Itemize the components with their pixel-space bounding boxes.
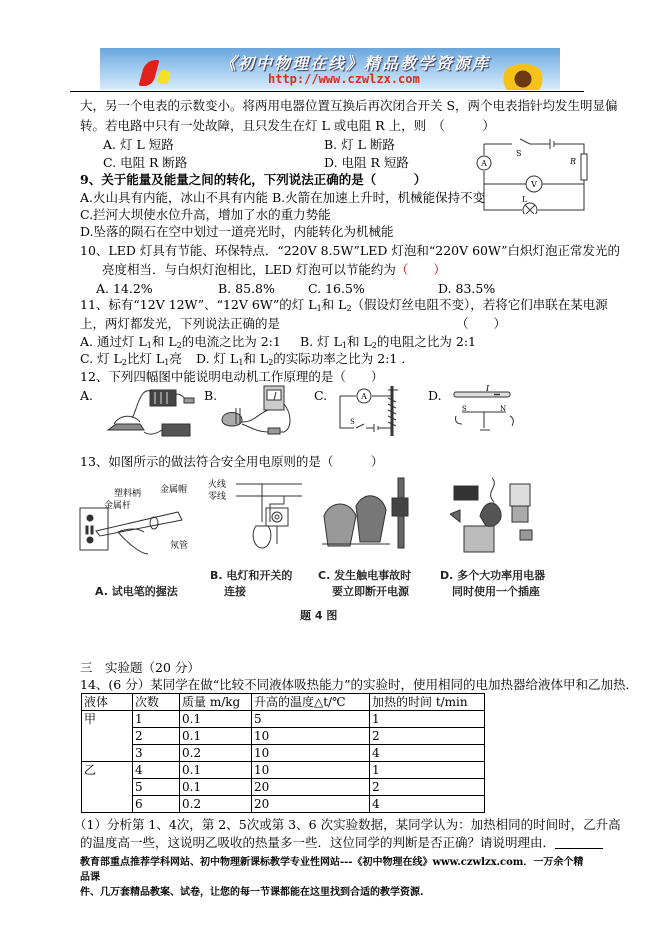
q11-line1-part1: 11、标有“12V 12W”、“12V 6W”的灯 L (80, 297, 317, 312)
fig-c-ammeter-label: A (361, 392, 367, 401)
table-cell: 10 (252, 745, 370, 762)
text: 亮 (169, 351, 182, 366)
table-row (82, 796, 485, 813)
table-cell: 4 (133, 762, 180, 779)
table-cell: 1 (370, 711, 485, 728)
table-cell: 0.1 (180, 728, 252, 745)
subscript: 1 (316, 304, 322, 313)
subscript: 2 (346, 304, 352, 313)
q11-line2: 上，两灯都发光，下列说法正确的是 (80, 316, 281, 331)
q13-caption-b-line1: B. 电灯和开关的 (210, 569, 293, 582)
resistor-label: R (570, 157, 577, 166)
q13-figure-caption: 题 4 图 (300, 609, 338, 622)
ammeter-label: A (481, 159, 487, 168)
text: 和 L (151, 334, 177, 349)
q13-caption-a: A. 试电笔的握法 (95, 585, 178, 598)
logo-accent-icon (155, 70, 172, 84)
q13-figure-c (320, 476, 420, 556)
subscript: 1 (146, 341, 152, 350)
logo-icon (139, 60, 160, 86)
text: 的实际功率之比为 2:1 ． (273, 351, 414, 366)
table-cell: 0.1 (180, 779, 252, 796)
q9-stem: 9、关于能量及能量之间的转化，下列说法正确的是（ ） (80, 172, 427, 187)
table-cell: 2 (133, 728, 180, 745)
table-row (82, 711, 485, 728)
text: 比灯 L (126, 351, 165, 366)
q14-part1-line1: （1）分析第 1、4次，第 2、5次或第 3、6 次实验数据，某同学认为：加热相同的时间时，乙升高 (74, 817, 621, 832)
q13-caption-d-line2: 同时使用一个插座 (452, 585, 540, 598)
table-cell: 3 (133, 745, 180, 762)
q13-caption-b-line2: 连接 (224, 585, 246, 598)
header-rule (70, 91, 584, 92)
footer-line1: 教育部重点推荐学科网站、初中物理新课标教学专业性网站---《初中物理在线》www.czwlzx.com．一万余个精品课 (80, 857, 584, 883)
text: B. 灯 L (300, 334, 342, 349)
fig-d-north-label: N (500, 405, 507, 413)
lamp-label: L (522, 195, 528, 204)
header-cell: 次数 (133, 694, 180, 711)
q9-option-ab: A.火山具有内能，冰山不具有内能 B.火箭在加速上升时，机械能保持不变 (80, 190, 486, 205)
label-live-wire: 火线 (208, 480, 227, 490)
q12-figure-b (218, 384, 298, 440)
q9-option-c: C.拦河大坝使水位升高，增加了水的重力势能 (80, 207, 331, 222)
q12-figure-a (100, 384, 196, 440)
header-cell: 加热的时间 t/min (370, 694, 485, 711)
banner-title: 《初中物理在线》精品教学资源库 (220, 54, 491, 73)
page-footer (80, 855, 590, 900)
table-header-row (82, 694, 485, 711)
q12-label-b: B. (204, 388, 218, 403)
table-cell: 10 (252, 762, 370, 779)
text: 的电流之比为 2:1 (181, 334, 281, 349)
q8-option-c: C. 电阻 R 断路 (103, 155, 188, 170)
table-cell: 20 (252, 796, 370, 813)
table-cell: 2 (370, 728, 485, 745)
q8-line2: 转。若电路中只有一处故障，且只发生在灯 L 或电阻 R 上，则 （ ） (80, 118, 495, 133)
header-cell: 液体 (82, 694, 133, 711)
table-cell: 4 (370, 796, 485, 813)
switch-label: S (516, 149, 522, 158)
text: 的电阻之比为 2:1 (376, 334, 476, 349)
fig-d-south-label: S (462, 405, 467, 413)
table-cell: 0.2 (180, 796, 252, 813)
header-banner (100, 48, 560, 90)
q10-option-a: A. 14.2% (96, 281, 153, 296)
text: D. 灯 L (196, 351, 239, 366)
answer-blank[interactable] (555, 836, 603, 849)
q14-data-table (81, 693, 485, 813)
q11-line1-part2: 和 L (321, 297, 347, 312)
q8-circuit-diagram (472, 136, 590, 214)
table-row (82, 728, 485, 745)
q10-line2 (102, 262, 446, 278)
q14-part1-line2 (80, 835, 603, 851)
header-cell: 质量 m/kg (180, 694, 252, 711)
q13-figure-a (78, 476, 198, 556)
table-cell: 0.1 (180, 762, 252, 779)
table-cell: 0.2 (180, 745, 252, 762)
banner-url: http://www.czwlzx.com (268, 72, 420, 86)
table-cell: 0.1 (180, 711, 252, 728)
q11-answer-paren: （ ） (456, 316, 507, 331)
voltmeter-label: V (531, 180, 537, 189)
fig-c-switch-label: S (350, 418, 355, 426)
q11-option-c (80, 351, 182, 371)
q11-line1 (80, 297, 608, 317)
q8-option-d: D. 电阻 R 短路 (324, 155, 409, 170)
q11-option-d (196, 351, 414, 371)
table-row (82, 779, 485, 796)
q11-line1-part3: （假设灯丝电阻不变），若将它们串联在某电源 (351, 297, 608, 312)
table-row (82, 745, 485, 762)
subscript: 2 (121, 358, 127, 367)
q8-line1: 大，另一个电表的示数变小。将两用电器位置互换后再次闭合开关 S，两个电表指针均发生明显偏 (80, 98, 618, 113)
q10-answer-paren: （ ） (395, 262, 446, 277)
q9-option-d: D.坠落的陨石在空中划过一道亮光时，内能转化为机械能 (80, 224, 394, 239)
liquid-cell: 甲 (82, 711, 133, 762)
q10-line2-text: 亮度相当．与白炽灯泡相比，LED 灯泡可以节能约为 (102, 262, 396, 277)
q12-label-a: A. (80, 388, 94, 403)
liquid-cell: 乙 (82, 762, 133, 813)
subscript: 1 (164, 358, 170, 367)
text: 和 L (347, 334, 372, 349)
q10-option-b: B. 85.8% (218, 281, 275, 296)
q10-option-d: D. 83.5% (438, 281, 496, 296)
footer-line2: 件、几万套精品教案、试卷，让您的每一节课都能在这里找到合适的教学资源. (80, 887, 424, 898)
subscript: 2 (176, 341, 182, 350)
subscript: 2 (268, 358, 274, 367)
subscript: 1 (341, 341, 348, 350)
fig-d-current-label: I (486, 384, 490, 393)
table-cell: 10 (252, 728, 370, 745)
sunflower-icon (500, 64, 546, 90)
q12-stem: 12、下列四幅图中能说明电动机工作原理的是（ ） (80, 369, 384, 384)
subscript: 1 (238, 358, 244, 367)
table-cell: 5 (133, 779, 180, 796)
text: 和 L (243, 351, 269, 366)
table-cell: 20 (252, 779, 370, 796)
section-title: 三 实验题（20 分） (80, 660, 200, 675)
text: A. 通过灯 L (80, 334, 147, 349)
q13-figure-b (206, 476, 306, 556)
q12-label-c: C. (314, 388, 328, 403)
header-cell: 升高的温度△t/℃ (252, 694, 370, 711)
label-plastic-handle: 塑料柄 (114, 489, 142, 499)
q10-line1: 10、LED 灯具有节能、环保特点．“220V 8.5W”LED 灯泡和“220V 60W”白炽灯泡正常发光的 (80, 243, 620, 258)
q13-stem: 13、如图所示的做法符合安全用电原则的是（ ） (80, 454, 384, 469)
q12-label-d: D. (428, 388, 442, 403)
table-row (82, 762, 485, 779)
table-cell: 4 (370, 745, 485, 762)
q8-option-b: B. 灯 L 断路 (324, 137, 395, 152)
q12-figure-d (450, 384, 520, 440)
q8-option-a: A. 灯 L 短路 (103, 137, 174, 152)
q13-caption-c-line1: C. 发生触电事故时 (318, 569, 412, 582)
label-metal-cap: 金属帽 (160, 485, 188, 495)
q10-option-c: C. 16.5% (308, 281, 365, 296)
q13-caption-d-line1: D. 多个大功率用电器 (440, 569, 546, 582)
subscript: 2 (371, 341, 377, 350)
text: C. 灯 L (80, 351, 122, 366)
table-cell: 6 (133, 796, 180, 813)
q13-figure-d (450, 476, 540, 556)
q14-part1-line2-text: 的温度高一些，这说明乙吸收的热量多一些．这位同学的判断是否正确？请说明理由． (80, 835, 556, 850)
label-neutral-wire: 零线 (208, 492, 227, 502)
q14-stem: 14、(6 分）某同学在做“比较不同液体吸热能力”的实验时，使用相同的电加热器给液体甲和乙加热． (80, 677, 638, 692)
label-metal-rod: 金属杆 (104, 501, 132, 511)
q12-figure-c (336, 384, 416, 440)
label-neon-tube: 氖管 (170, 541, 189, 551)
table-cell: 1 (133, 711, 180, 728)
table-cell: 1 (370, 762, 485, 779)
q13-caption-c-line2: 要立即断开电源 (332, 585, 409, 598)
table-cell: 5 (252, 711, 370, 728)
table-cell: 2 (370, 779, 485, 796)
